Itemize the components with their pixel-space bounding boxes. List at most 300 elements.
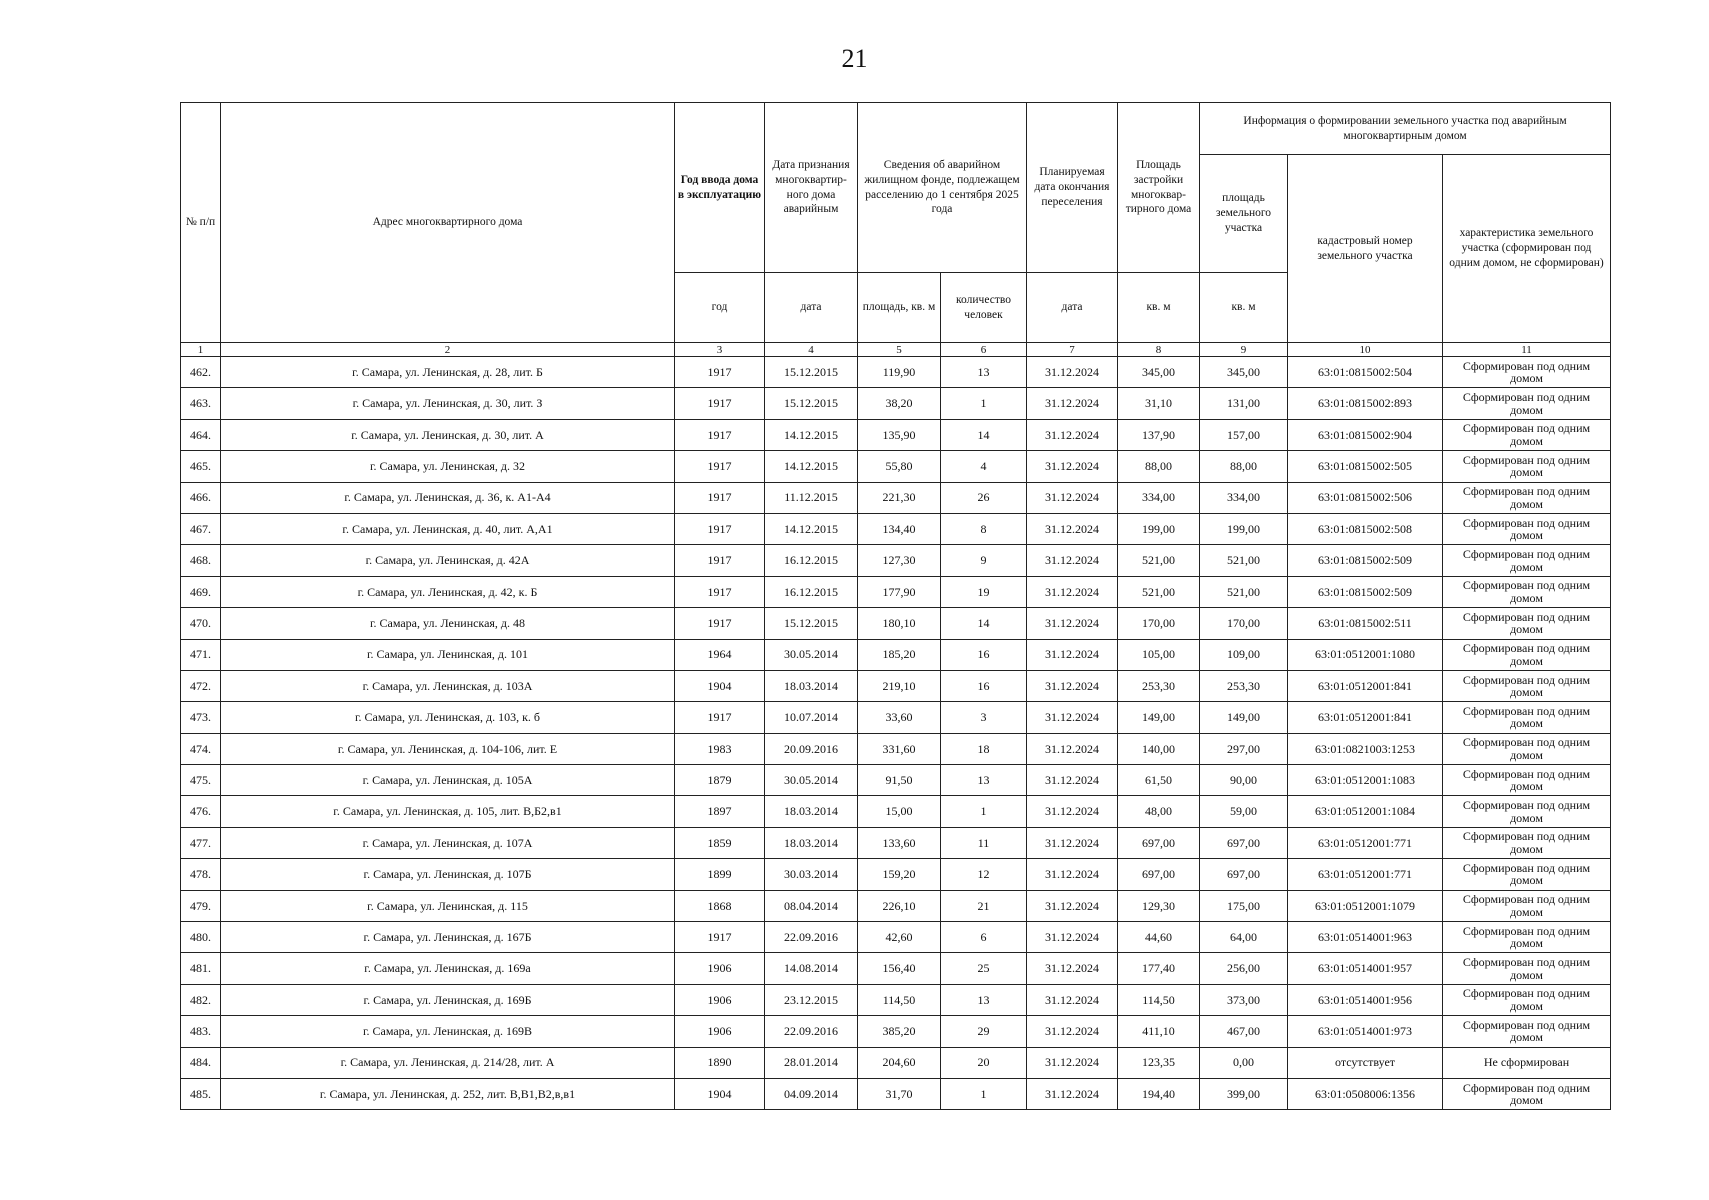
row-number: 466. xyxy=(181,482,221,513)
planned-date-cell: 31.12.2024 xyxy=(1027,922,1118,953)
year-cell: 1917 xyxy=(675,545,765,576)
row-number: 477. xyxy=(181,827,221,858)
built-area-cell: 149,00 xyxy=(1118,702,1200,733)
address-cell: г. Самара, ул. Ленинская, д. 105, лит. В,Б2,в1 xyxy=(221,796,675,827)
column-number: 11 xyxy=(1443,343,1611,357)
address-cell: г. Самара, ул. Ленинская, д. 103А xyxy=(221,670,675,701)
land-status-cell: Сформирован под одним домом xyxy=(1443,984,1611,1015)
row-number: 470. xyxy=(181,608,221,639)
column-number: 9 xyxy=(1200,343,1288,357)
year-cell: 1917 xyxy=(675,702,765,733)
people-count-cell: 29 xyxy=(941,1016,1027,1047)
built-area-cell: 31,10 xyxy=(1118,388,1200,419)
header-planned-date: Планируемая дата окончания переселения xyxy=(1027,103,1118,273)
year-cell: 1917 xyxy=(675,388,765,419)
land-area-cell: 157,00 xyxy=(1200,419,1288,450)
cadastral-number-cell: 63:01:0512001:771 xyxy=(1288,859,1443,890)
area-cell: 180,10 xyxy=(858,608,941,639)
recognition-date-cell: 22.09.2016 xyxy=(765,922,858,953)
address-cell: г. Самара, ул. Ленинская, д. 32 xyxy=(221,451,675,482)
cadastral-number-cell: 63:01:0512001:1083 xyxy=(1288,765,1443,796)
cadastral-number-cell: 63:01:0512001:841 xyxy=(1288,702,1443,733)
built-area-cell: 114,50 xyxy=(1118,984,1200,1015)
land-area-cell: 90,00 xyxy=(1200,765,1288,796)
land-status-cell: Сформирован под одним домом xyxy=(1443,796,1611,827)
unit-people: количество человек xyxy=(941,273,1027,343)
header-address: Адрес многоквартирного дома xyxy=(221,103,675,343)
year-cell: 1906 xyxy=(675,953,765,984)
address-cell: г. Самара, ул. Ленинская, д. 30, лит. А xyxy=(221,419,675,450)
planned-date-cell: 31.12.2024 xyxy=(1027,608,1118,639)
address-cell: г. Самара, ул. Ленинская, д. 252, лит. В,В1,В2,в,в1 xyxy=(221,1078,675,1109)
land-area-cell: 131,00 xyxy=(1200,388,1288,419)
recognition-date-cell: 15.12.2015 xyxy=(765,608,858,639)
area-cell: 135,90 xyxy=(858,419,941,450)
planned-date-cell: 31.12.2024 xyxy=(1027,513,1118,544)
built-area-cell: 253,30 xyxy=(1118,670,1200,701)
built-area-cell: 199,00 xyxy=(1118,513,1200,544)
row-number: 475. xyxy=(181,765,221,796)
table-row xyxy=(181,451,1611,482)
table-row xyxy=(181,639,1611,670)
year-cell: 1890 xyxy=(675,1047,765,1078)
land-status-cell: Сформирован под одним домом xyxy=(1443,859,1611,890)
recognition-date-cell: 23.12.2015 xyxy=(765,984,858,1015)
header-fund-group: Сведения об аварийном жилищном фонде, подлежащем расселению до 1 сентября 2025 года xyxy=(858,103,1027,273)
planned-date-cell: 31.12.2024 xyxy=(1027,796,1118,827)
land-status-cell: Сформирован под одним домом xyxy=(1443,827,1611,858)
planned-date-cell: 31.12.2024 xyxy=(1027,859,1118,890)
table-row xyxy=(181,576,1611,607)
table-row xyxy=(181,733,1611,764)
people-count-cell: 14 xyxy=(941,419,1027,450)
recognition-date-cell: 08.04.2014 xyxy=(765,890,858,921)
people-count-cell: 26 xyxy=(941,482,1027,513)
area-cell: 134,40 xyxy=(858,513,941,544)
year-cell: 1906 xyxy=(675,1016,765,1047)
header-built-area: Площадь застройки многоквар-тирного дома xyxy=(1118,103,1200,273)
unit-year: год xyxy=(675,273,765,343)
address-cell: г. Самара, ул. Ленинская, д. 107А xyxy=(221,827,675,858)
people-count-cell: 20 xyxy=(941,1047,1027,1078)
area-cell: 185,20 xyxy=(858,639,941,670)
cadastral-number-cell: 63:01:0815002:505 xyxy=(1288,451,1443,482)
planned-date-cell: 31.12.2024 xyxy=(1027,670,1118,701)
land-status-cell: Сформирован под одним домом xyxy=(1443,419,1611,450)
planned-date-cell: 31.12.2024 xyxy=(1027,388,1118,419)
table-row xyxy=(181,513,1611,544)
area-cell: 331,60 xyxy=(858,733,941,764)
recognition-date-cell: 04.09.2014 xyxy=(765,1078,858,1109)
planned-date-cell: 31.12.2024 xyxy=(1027,545,1118,576)
year-cell: 1917 xyxy=(675,419,765,450)
area-cell: 91,50 xyxy=(858,765,941,796)
table-row xyxy=(181,545,1611,576)
built-area-cell: 521,00 xyxy=(1118,545,1200,576)
row-number: 468. xyxy=(181,545,221,576)
table-row xyxy=(181,482,1611,513)
row-number: 462. xyxy=(181,357,221,388)
people-count-cell: 13 xyxy=(941,765,1027,796)
land-area-cell: 88,00 xyxy=(1200,451,1288,482)
land-status-cell: Сформирован под одним домом xyxy=(1443,765,1611,796)
table-row xyxy=(181,984,1611,1015)
year-cell: 1917 xyxy=(675,451,765,482)
address-cell: г. Самара, ул. Ленинская, д. 115 xyxy=(221,890,675,921)
people-count-cell: 25 xyxy=(941,953,1027,984)
column-number: 8 xyxy=(1118,343,1200,357)
built-area-cell: 697,00 xyxy=(1118,827,1200,858)
table-row xyxy=(181,670,1611,701)
area-cell: 177,90 xyxy=(858,576,941,607)
table-row xyxy=(181,1016,1611,1047)
address-cell: г. Самара, ул. Ленинская, д. 169а xyxy=(221,953,675,984)
built-area-cell: 194,40 xyxy=(1118,1078,1200,1109)
row-number: 469. xyxy=(181,576,221,607)
planned-date-cell: 31.12.2024 xyxy=(1027,1047,1118,1078)
cadastral-number-cell: 63:01:0815002:893 xyxy=(1288,388,1443,419)
table-row xyxy=(181,419,1611,450)
cadastral-number-cell: 63:01:0815002:509 xyxy=(1288,576,1443,607)
cadastral-number-cell: 63:01:0512001:1079 xyxy=(1288,890,1443,921)
land-status-cell: Сформирован под одним домом xyxy=(1443,702,1611,733)
built-area-cell: 44,60 xyxy=(1118,922,1200,953)
cadastral-number-cell: 63:01:0815002:508 xyxy=(1288,513,1443,544)
people-count-cell: 11 xyxy=(941,827,1027,858)
address-cell: г. Самара, ул. Ленинская, д. 103, к. б xyxy=(221,702,675,733)
land-status-cell: Сформирован под одним домом xyxy=(1443,608,1611,639)
planned-date-cell: 31.12.2024 xyxy=(1027,1078,1118,1109)
land-area-cell: 253,30 xyxy=(1200,670,1288,701)
unit-date: дата xyxy=(765,273,858,343)
address-cell: г. Самара, ул. Ленинская, д. 30, лит. З xyxy=(221,388,675,419)
people-count-cell: 1 xyxy=(941,388,1027,419)
area-cell: 114,50 xyxy=(858,984,941,1015)
built-area-cell: 411,10 xyxy=(1118,1016,1200,1047)
year-cell: 1879 xyxy=(675,765,765,796)
header-characteristic: характеристика земельного участка (сформирован под одним домом, не сформирован) xyxy=(1443,155,1611,343)
address-cell: г. Самара, ул. Ленинская, д. 36, к. А1-А4 xyxy=(221,482,675,513)
address-cell: г. Самара, ул. Ленинская, д. 42, к. Б xyxy=(221,576,675,607)
recognition-date-cell: 16.12.2015 xyxy=(765,576,858,607)
area-cell: 226,10 xyxy=(858,890,941,921)
area-cell: 133,60 xyxy=(858,827,941,858)
land-area-cell: 467,00 xyxy=(1200,1016,1288,1047)
cadastral-number-cell: 63:01:0514001:973 xyxy=(1288,1016,1443,1047)
land-status-cell: Сформирован под одним домом xyxy=(1443,639,1611,670)
row-number: 476. xyxy=(181,796,221,827)
people-count-cell: 14 xyxy=(941,608,1027,639)
land-status-cell: Сформирован под одним домом xyxy=(1443,890,1611,921)
people-count-cell: 3 xyxy=(941,702,1027,733)
table-body xyxy=(181,343,1611,1110)
built-area-cell: 48,00 xyxy=(1118,796,1200,827)
year-cell: 1917 xyxy=(675,608,765,639)
cadastral-number-cell: 63:01:0512001:771 xyxy=(1288,827,1443,858)
cadastral-number-cell: 63:01:0815002:511 xyxy=(1288,608,1443,639)
planned-date-cell: 31.12.2024 xyxy=(1027,482,1118,513)
cadastral-number-cell: 63:01:0821003:1253 xyxy=(1288,733,1443,764)
people-count-cell: 19 xyxy=(941,576,1027,607)
area-cell: 31,70 xyxy=(858,1078,941,1109)
land-status-cell: Сформирован под одним домом xyxy=(1443,545,1611,576)
land-area-cell: 175,00 xyxy=(1200,890,1288,921)
recognition-date-cell: 28.01.2014 xyxy=(765,1047,858,1078)
row-number: 472. xyxy=(181,670,221,701)
table-row xyxy=(181,922,1611,953)
built-area-cell: 521,00 xyxy=(1118,576,1200,607)
row-number: 480. xyxy=(181,922,221,953)
unit-land-sqm: кв. м xyxy=(1200,273,1288,343)
row-number: 479. xyxy=(181,890,221,921)
people-count-cell: 6 xyxy=(941,922,1027,953)
column-number: 7 xyxy=(1027,343,1118,357)
cadastral-number-cell: 63:01:0514001:956 xyxy=(1288,984,1443,1015)
people-count-cell: 4 xyxy=(941,451,1027,482)
area-cell: 385,20 xyxy=(858,1016,941,1047)
land-area-cell: 521,00 xyxy=(1200,545,1288,576)
built-area-cell: 123,35 xyxy=(1118,1047,1200,1078)
area-cell: 55,80 xyxy=(858,451,941,482)
recognition-date-cell: 18.03.2014 xyxy=(765,670,858,701)
land-status-cell: Сформирован под одним домом xyxy=(1443,733,1611,764)
column-number: 10 xyxy=(1288,343,1443,357)
year-cell: 1917 xyxy=(675,357,765,388)
year-cell: 1904 xyxy=(675,670,765,701)
cadastral-number-cell: 63:01:0512001:1080 xyxy=(1288,639,1443,670)
unit-planned-date: дата xyxy=(1027,273,1118,343)
built-area-cell: 345,00 xyxy=(1118,357,1200,388)
table-row xyxy=(181,388,1611,419)
row-number: 463. xyxy=(181,388,221,419)
built-area-cell: 140,00 xyxy=(1118,733,1200,764)
emergency-housing-table xyxy=(180,102,1611,1110)
land-status-cell: Сформирован под одним домом xyxy=(1443,1016,1611,1047)
planned-date-cell: 31.12.2024 xyxy=(1027,765,1118,796)
table-row xyxy=(181,765,1611,796)
header-no: № п/п xyxy=(181,103,221,343)
planned-date-cell: 31.12.2024 xyxy=(1027,890,1118,921)
recognition-date-cell: 14.08.2014 xyxy=(765,953,858,984)
area-cell: 221,30 xyxy=(858,482,941,513)
recognition-date-cell: 30.03.2014 xyxy=(765,859,858,890)
address-cell: г. Самара, ул. Ленинская, д. 169В xyxy=(221,1016,675,1047)
built-area-cell: 105,00 xyxy=(1118,639,1200,670)
header-land-area: площадь земельного участка xyxy=(1200,155,1288,273)
land-area-cell: 64,00 xyxy=(1200,922,1288,953)
people-count-cell: 21 xyxy=(941,890,1027,921)
table-row xyxy=(181,1047,1611,1078)
land-area-cell: 199,00 xyxy=(1200,513,1288,544)
address-cell: г. Самара, ул. Ленинская, д. 42А xyxy=(221,545,675,576)
column-number: 4 xyxy=(765,343,858,357)
year-cell: 1917 xyxy=(675,576,765,607)
built-area-cell: 61,50 xyxy=(1118,765,1200,796)
land-area-cell: 0,00 xyxy=(1200,1047,1288,1078)
row-number: 467. xyxy=(181,513,221,544)
recognition-date-cell: 30.05.2014 xyxy=(765,765,858,796)
area-cell: 159,20 xyxy=(858,859,941,890)
land-status-cell: Сформирован под одним домом xyxy=(1443,513,1611,544)
planned-date-cell: 31.12.2024 xyxy=(1027,702,1118,733)
cadastral-number-cell: 63:01:0815002:904 xyxy=(1288,419,1443,450)
row-number: 465. xyxy=(181,451,221,482)
row-number: 481. xyxy=(181,953,221,984)
area-cell: 127,30 xyxy=(858,545,941,576)
people-count-cell: 18 xyxy=(941,733,1027,764)
people-count-cell: 16 xyxy=(941,670,1027,701)
column-number-row xyxy=(181,343,1611,357)
cadastral-number-cell: отсутствует xyxy=(1288,1047,1443,1078)
land-status-cell: Сформирован под одним домом xyxy=(1443,482,1611,513)
land-area-cell: 399,00 xyxy=(1200,1078,1288,1109)
land-status-cell: Сформирован под одним домом xyxy=(1443,576,1611,607)
built-area-cell: 177,40 xyxy=(1118,953,1200,984)
land-area-cell: 697,00 xyxy=(1200,827,1288,858)
land-area-cell: 149,00 xyxy=(1200,702,1288,733)
year-cell: 1983 xyxy=(675,733,765,764)
land-status-cell: Сформирован под одним домом xyxy=(1443,670,1611,701)
table-row xyxy=(181,796,1611,827)
area-cell: 204,60 xyxy=(858,1047,941,1078)
people-count-cell: 12 xyxy=(941,859,1027,890)
area-cell: 219,10 xyxy=(858,670,941,701)
row-number: 464. xyxy=(181,419,221,450)
land-area-cell: 521,00 xyxy=(1200,576,1288,607)
unit-area: площадь, кв. м xyxy=(858,273,941,343)
planned-date-cell: 31.12.2024 xyxy=(1027,576,1118,607)
address-cell: г. Самара, ул. Ленинская, д. 101 xyxy=(221,639,675,670)
area-cell: 156,40 xyxy=(858,953,941,984)
header-land-group: Информация о формировании земельного участка под аварийным многоквартирным домом xyxy=(1200,103,1611,155)
year-cell: 1917 xyxy=(675,482,765,513)
recognition-date-cell: 14.12.2015 xyxy=(765,513,858,544)
row-number: 473. xyxy=(181,702,221,733)
land-area-cell: 373,00 xyxy=(1200,984,1288,1015)
cadastral-number-cell: 63:01:0512001:1084 xyxy=(1288,796,1443,827)
recognition-date-cell: 20.09.2016 xyxy=(765,733,858,764)
year-cell: 1906 xyxy=(675,984,765,1015)
header-cadastral: кадастровый номер земельного участка xyxy=(1288,155,1443,343)
cadastral-number-cell: 63:01:0508006:1356 xyxy=(1288,1078,1443,1109)
land-area-cell: 345,00 xyxy=(1200,357,1288,388)
land-status-cell: Сформирован под одним домом xyxy=(1443,922,1611,953)
planned-date-cell: 31.12.2024 xyxy=(1027,733,1118,764)
address-cell: г. Самара, ул. Ленинская, д. 107Б xyxy=(221,859,675,890)
planned-date-cell: 31.12.2024 xyxy=(1027,451,1118,482)
table-row xyxy=(181,702,1611,733)
address-cell: г. Самара, ул. Ленинская, д. 214/28, лит. А xyxy=(221,1047,675,1078)
recognition-date-cell: 16.12.2015 xyxy=(765,545,858,576)
land-area-cell: 334,00 xyxy=(1200,482,1288,513)
people-count-cell: 9 xyxy=(941,545,1027,576)
people-count-cell: 8 xyxy=(941,513,1027,544)
header-recognition-date: Дата признания многоквартир-ного дома аварийным xyxy=(765,103,858,273)
address-cell: г. Самара, ул. Ленинская, д. 169Б xyxy=(221,984,675,1015)
address-cell: г. Самара, ул. Ленинская, д. 48 xyxy=(221,608,675,639)
recognition-date-cell: 11.12.2015 xyxy=(765,482,858,513)
land-area-cell: 297,00 xyxy=(1200,733,1288,764)
area-cell: 15,00 xyxy=(858,796,941,827)
people-count-cell: 16 xyxy=(941,639,1027,670)
people-count-cell: 13 xyxy=(941,984,1027,1015)
page-number: 21 xyxy=(841,44,868,73)
land-area-cell: 256,00 xyxy=(1200,953,1288,984)
land-area-cell: 59,00 xyxy=(1200,796,1288,827)
year-cell: 1917 xyxy=(675,922,765,953)
table-row xyxy=(181,357,1611,388)
land-status-cell: Сформирован под одним домом xyxy=(1443,953,1611,984)
land-status-cell: Сформирован под одним домом xyxy=(1443,388,1611,419)
land-area-cell: 697,00 xyxy=(1200,859,1288,890)
people-count-cell: 1 xyxy=(941,1078,1027,1109)
built-area-cell: 129,30 xyxy=(1118,890,1200,921)
land-status-cell: Сформирован под одним домом xyxy=(1443,451,1611,482)
column-number: 6 xyxy=(941,343,1027,357)
planned-date-cell: 31.12.2024 xyxy=(1027,639,1118,670)
cadastral-number-cell: 63:01:0815002:506 xyxy=(1288,482,1443,513)
row-number: 482. xyxy=(181,984,221,1015)
row-number: 474. xyxy=(181,733,221,764)
planned-date-cell: 31.12.2024 xyxy=(1027,827,1118,858)
table-row xyxy=(181,827,1611,858)
built-area-cell: 697,00 xyxy=(1118,859,1200,890)
people-count-cell: 1 xyxy=(941,796,1027,827)
year-cell: 1859 xyxy=(675,827,765,858)
column-number: 5 xyxy=(858,343,941,357)
table-row xyxy=(181,608,1611,639)
address-cell: г. Самара, ул. Ленинская, д. 104-106, лит. Е xyxy=(221,733,675,764)
address-cell: г. Самара, ул. Ленинская, д. 28, лит. Б xyxy=(221,357,675,388)
recognition-date-cell: 14.12.2015 xyxy=(765,451,858,482)
recognition-date-cell: 10.07.2014 xyxy=(765,702,858,733)
cadastral-number-cell: 63:01:0514001:963 xyxy=(1288,922,1443,953)
cadastral-number-cell: 63:01:0512001:841 xyxy=(1288,670,1443,701)
recognition-date-cell: 18.03.2014 xyxy=(765,796,858,827)
planned-date-cell: 31.12.2024 xyxy=(1027,419,1118,450)
row-number: 483. xyxy=(181,1016,221,1047)
land-status-cell: Сформирован под одним домом xyxy=(1443,1078,1611,1109)
row-number: 471. xyxy=(181,639,221,670)
address-cell: г. Самара, ул. Ленинская, д. 105А xyxy=(221,765,675,796)
year-cell: 1899 xyxy=(675,859,765,890)
recognition-date-cell: 15.12.2015 xyxy=(765,388,858,419)
recognition-date-cell: 18.03.2014 xyxy=(765,827,858,858)
cadastral-number-cell: 63:01:0815002:509 xyxy=(1288,545,1443,576)
column-number: 2 xyxy=(221,343,675,357)
year-cell: 1904 xyxy=(675,1078,765,1109)
cadastral-number-cell: 63:01:0514001:957 xyxy=(1288,953,1443,984)
built-area-cell: 170,00 xyxy=(1118,608,1200,639)
address-cell: г. Самара, ул. Ленинская, д. 167Б xyxy=(221,922,675,953)
row-number: 484. xyxy=(181,1047,221,1078)
built-area-cell: 88,00 xyxy=(1118,451,1200,482)
table-row xyxy=(181,890,1611,921)
table-row xyxy=(181,859,1611,890)
land-status-cell: Сформирован под одним домом xyxy=(1443,357,1611,388)
column-number: 3 xyxy=(675,343,765,357)
year-cell: 1917 xyxy=(675,513,765,544)
row-number: 485. xyxy=(181,1078,221,1109)
planned-date-cell: 31.12.2024 xyxy=(1027,1016,1118,1047)
recognition-date-cell: 22.09.2016 xyxy=(765,1016,858,1047)
recognition-date-cell: 14.12.2015 xyxy=(765,419,858,450)
header-year: Год ввода дома в эксплуатацию xyxy=(675,103,765,273)
recognition-date-cell: 15.12.2015 xyxy=(765,357,858,388)
people-count-cell: 13 xyxy=(941,357,1027,388)
planned-date-cell: 31.12.2024 xyxy=(1027,953,1118,984)
land-area-cell: 170,00 xyxy=(1200,608,1288,639)
